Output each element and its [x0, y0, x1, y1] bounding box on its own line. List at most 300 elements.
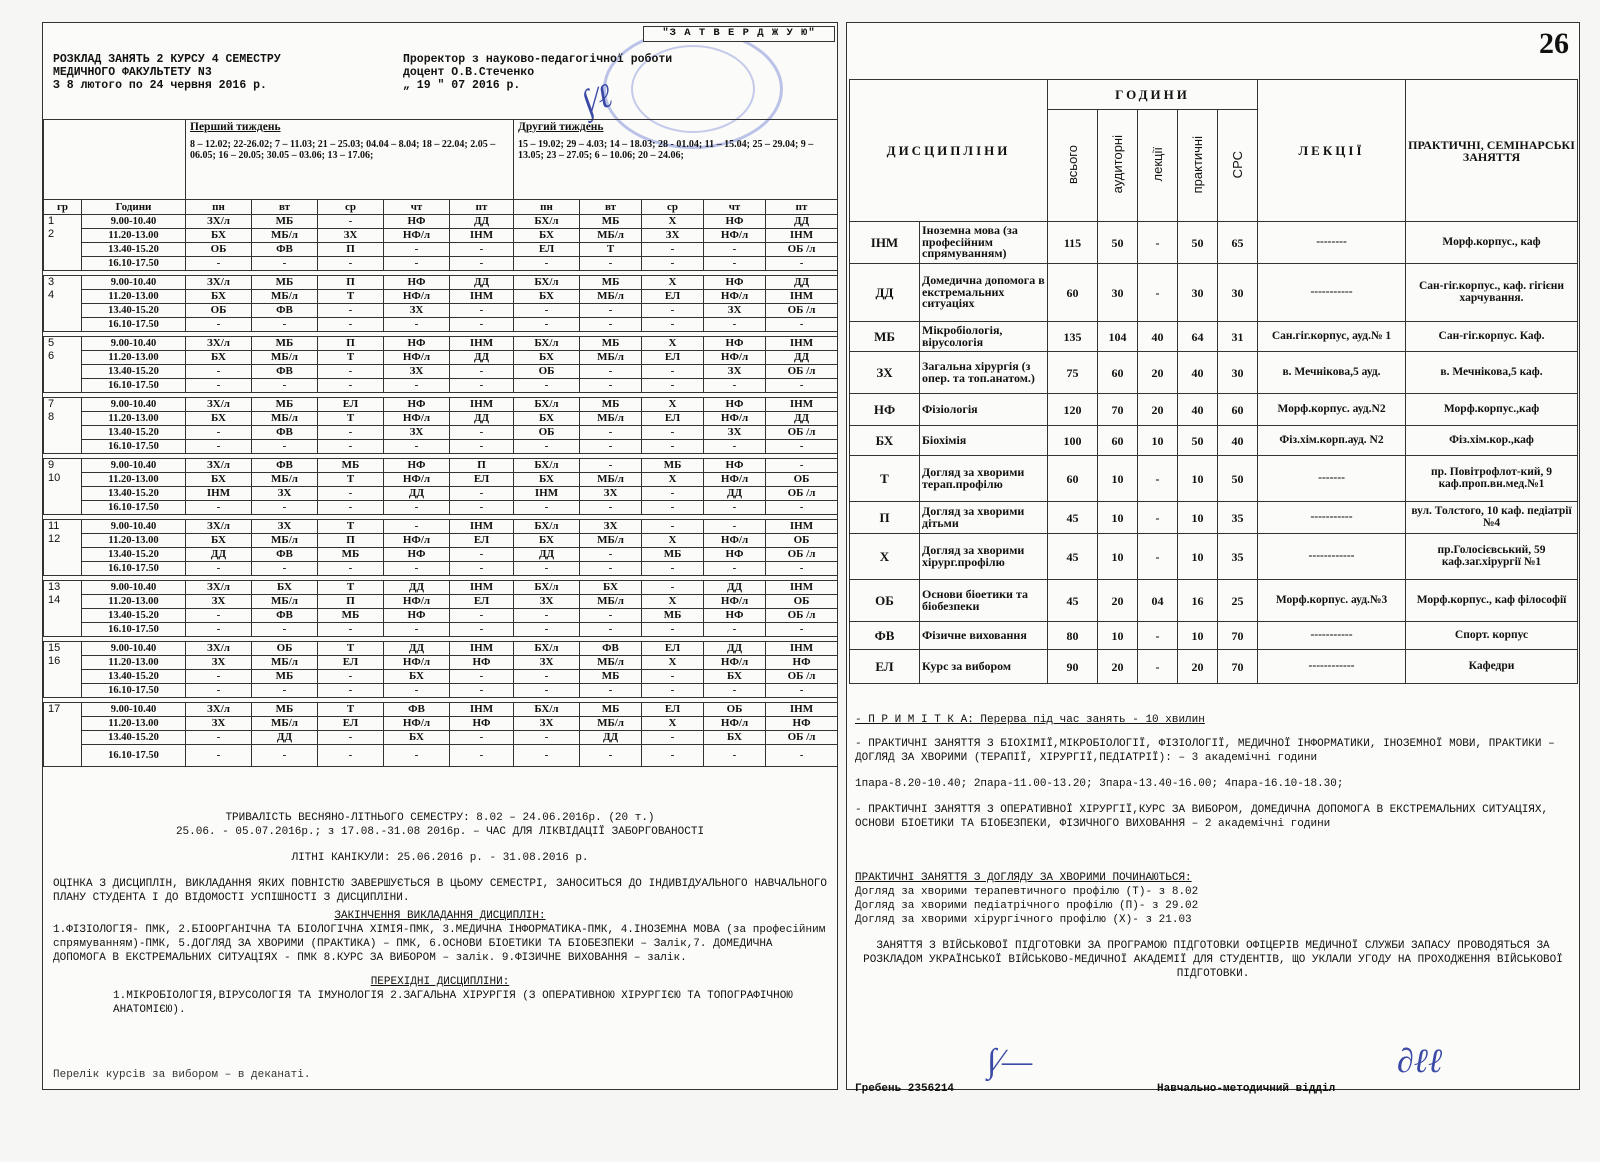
- class-cell: ОБ: [766, 534, 838, 548]
- time-cell: 16.10-17.50: [82, 684, 186, 698]
- schedule-row: [44, 642, 838, 656]
- class-cell: НФ/л: [384, 412, 450, 426]
- class-cell: -: [450, 684, 514, 698]
- care-pediatric: Догляд за хворими педіатрічного профілю (П)- з 29.02: [855, 900, 1199, 912]
- class-cell: ФВ: [252, 304, 318, 318]
- approval-block: [403, 53, 672, 92]
- class-cell: МБ: [580, 703, 642, 717]
- class-cell: -: [704, 623, 766, 637]
- class-cell: -: [766, 562, 838, 576]
- signer-signature: ∫∕—: [987, 1043, 1033, 1080]
- schedule-row: [44, 717, 838, 731]
- group-number: 5: [48, 337, 55, 349]
- lecture-location: -----------: [1258, 502, 1406, 534]
- discipline-code: ЗХ: [850, 352, 920, 394]
- hours-aud: 60: [1098, 352, 1138, 394]
- time-cell: 11.20-13.00: [82, 229, 186, 243]
- hours-lect: 40: [1138, 322, 1178, 352]
- class-cell: НФ/л: [384, 656, 450, 670]
- class-cell: НФ: [704, 276, 766, 290]
- class-cell: -: [384, 684, 450, 698]
- time-cell: 11.20-13.00: [82, 595, 186, 609]
- schedule-row: [44, 412, 838, 426]
- time-cell: 13.40-15.20: [82, 487, 186, 501]
- class-cell: -: [514, 440, 580, 454]
- lecture-location: ------------: [1258, 650, 1406, 684]
- class-cell: -: [580, 548, 642, 562]
- class-cell: -: [318, 440, 384, 454]
- day-header: пт: [450, 200, 514, 215]
- class-cell: -: [252, 257, 318, 271]
- time-cell: 16.10-17.50: [82, 440, 186, 454]
- class-cell: НФ: [704, 337, 766, 351]
- class-cell: МБ: [252, 703, 318, 717]
- class-cell: БХ: [514, 290, 580, 304]
- class-cell: МБ: [642, 459, 704, 473]
- class-cell: НФ: [384, 548, 450, 562]
- practical-location: вул. Толстого, 10 каф. педіатрії №4: [1406, 502, 1578, 534]
- time-cell: 11.20-13.00: [82, 656, 186, 670]
- class-cell: -: [384, 520, 450, 534]
- time-cell: 16.10-17.50: [82, 745, 186, 767]
- class-cell: -: [450, 257, 514, 271]
- class-cell: НФ/л: [704, 412, 766, 426]
- discipline-name: Догляд за хворими хірург.профілю: [920, 534, 1048, 580]
- schedule-row: [44, 215, 838, 229]
- class-cell: МБ/л: [580, 229, 642, 243]
- class-cell: МБ/л: [252, 717, 318, 731]
- lecture-location: --------: [1258, 222, 1406, 264]
- class-cell: -: [384, 440, 450, 454]
- class-cell: -: [450, 501, 514, 515]
- class-cell: ЕЛ: [450, 473, 514, 487]
- class-cell: -: [514, 318, 580, 332]
- class-cell: НФ/л: [384, 290, 450, 304]
- class-cell: ОБ /л: [766, 365, 838, 379]
- class-cell: Х: [642, 717, 704, 731]
- class-cell: -: [514, 670, 580, 684]
- schedule-row: [44, 337, 838, 351]
- class-cell: -: [766, 623, 838, 637]
- class-cell: ЗХ: [514, 595, 580, 609]
- class-cell: БХ: [514, 351, 580, 365]
- class-cell: -: [450, 670, 514, 684]
- time-cell: 9.00-10.40: [82, 215, 186, 229]
- class-cell: МБ/л: [580, 351, 642, 365]
- schedule-row: [44, 276, 838, 290]
- class-cell: МБ/л: [252, 473, 318, 487]
- class-cell: -: [450, 426, 514, 440]
- discipline-name: Догляд за хворими дітьми: [920, 502, 1048, 534]
- class-cell: ЗХ: [318, 229, 384, 243]
- schedule-row: [44, 426, 838, 440]
- class-cell: -: [186, 670, 252, 684]
- hours-pract: 40: [1178, 352, 1218, 394]
- class-cell: ЗХ: [186, 656, 252, 670]
- class-cell: -: [704, 501, 766, 515]
- hours-total: 45: [1048, 580, 1098, 622]
- discipline-row: [850, 502, 1578, 534]
- discipline-code: ФВ: [850, 622, 920, 650]
- class-cell: -: [642, 520, 704, 534]
- time-cell: 13.40-15.20: [82, 731, 186, 745]
- class-cell: Т: [318, 520, 384, 534]
- col-disciplines: ДИСЦИПЛІНИ: [850, 80, 1048, 222]
- class-cell: НФ: [704, 215, 766, 229]
- class-cell: ЗХ/л: [186, 642, 252, 656]
- transit-text: 1.МІКРОБІОЛОГІЯ,ВІРУСОЛОГІЯ ТА ІМУНОЛОГІЯ 2.ЗАГАЛЬНА ХІРУРГІЯ (З ОПЕРАТИВНОЮ ХІРУРГІЄЮ ТА ТОПОГРАФІЧНОЮ АНАТОМІЄЮ).: [113, 990, 793, 1016]
- class-cell: -: [704, 243, 766, 257]
- class-cell: МБ: [252, 337, 318, 351]
- lecture-location: Фіз.хім.корп.ауд. N2: [1258, 426, 1406, 456]
- class-cell: Х: [642, 337, 704, 351]
- hours-pract: 40: [1178, 394, 1218, 426]
- note-two-hours: - ПРАКТИЧНІ ЗАНЯТТЯ З ОПЕРАТИВНОЇ ХІРУРГІЇ,КУРС ЗА ВИБОРОМ, ДОМЕДИЧНА ДОПОМОГА В ЕКСТРЕМАЛЬНИХ СИТУАЦІЯХ, ОСНОВИ БІОЕТИКИ ТА БІОБЕЗПЕКИ, ФІЗИЧНОГО ВИХОВАННЯ – 2 академічні години: [855, 804, 1549, 830]
- hours-lect: 10: [1138, 426, 1178, 456]
- transit-title: ПЕРЕХІДНІ ДИСЦИПЛІНИ:: [370, 976, 510, 988]
- class-cell: -: [580, 501, 642, 515]
- hours-srs: 60: [1218, 394, 1258, 426]
- group-number: 9: [48, 459, 55, 471]
- class-cell: -: [186, 365, 252, 379]
- group-cell: [44, 703, 82, 767]
- class-cell: ЗХ: [252, 487, 318, 501]
- note-three-hours: - ПРАКТИЧНІ ЗАНЯТТЯ З БІОХІМІЇ,МІКРОБІОЛОГІЇ, ФІЗІОЛОГІЇ, МЕДИЧНОЇ ІНФОРМАТИКИ, ІНОЗЕМНОЇ МОВИ, ПРАКТИКИ – ДОГЛЯД ЗА ХВОРИМИ (ТЕРАПІЇ, ХІРУРГІЇ,ПЕДІАТРІЇ): – 3 академічні години: [855, 738, 1555, 764]
- class-cell: ДД: [450, 412, 514, 426]
- day-header: чт: [704, 200, 766, 215]
- class-cell: МБ: [318, 609, 384, 623]
- class-cell: -: [580, 440, 642, 454]
- group-number: 11: [48, 520, 60, 532]
- class-cell: Х: [642, 398, 704, 412]
- class-cell: -: [318, 745, 384, 767]
- class-cell: -: [580, 379, 642, 393]
- hours-total: 80: [1048, 622, 1098, 650]
- class-cell: ДД: [450, 215, 514, 229]
- discipline-name: Догляд за хворими терап.профілю: [920, 456, 1048, 502]
- lecture-location: -----------: [1258, 264, 1406, 322]
- class-cell: -: [514, 304, 580, 318]
- col-total: [1048, 110, 1098, 222]
- class-cell: ІНМ: [450, 290, 514, 304]
- class-cell: -: [186, 623, 252, 637]
- practical-location: Морф.корпус., каф: [1406, 222, 1578, 264]
- group-cell: [44, 581, 82, 637]
- discipline-code: ДД: [850, 264, 920, 322]
- col-hours: Години: [82, 200, 186, 215]
- class-cell: БХ: [186, 351, 252, 365]
- class-cell: -: [252, 562, 318, 576]
- time-cell: 16.10-17.50: [82, 562, 186, 576]
- lecture-location: Морф.корпус. ауд.№3: [1258, 580, 1406, 622]
- class-cell: -: [384, 562, 450, 576]
- class-cell: МБ/л: [580, 595, 642, 609]
- class-cell: МБ/л: [580, 290, 642, 304]
- schedule-body: [44, 215, 838, 767]
- practical-location: пр. Повітрофлот-кий, 9 каф.проп.вн.мед.№1: [1406, 456, 1578, 502]
- schedule-row: [44, 684, 838, 698]
- time-cell: 13.40-15.20: [82, 426, 186, 440]
- class-cell: БХ: [186, 534, 252, 548]
- time-cell: 11.20-13.00: [82, 717, 186, 731]
- class-cell: ДД: [450, 351, 514, 365]
- class-cell: МБ/л: [252, 656, 318, 670]
- class-cell: МБ: [580, 398, 642, 412]
- signer-name: Гребень 2356214: [855, 1083, 955, 1095]
- class-cell: БХ: [252, 581, 318, 595]
- class-cell: БХ: [704, 670, 766, 684]
- time-cell: 9.00-10.40: [82, 520, 186, 534]
- hours-total: 45: [1048, 502, 1098, 534]
- class-cell: НФ: [766, 656, 838, 670]
- class-cell: МБ: [580, 670, 642, 684]
- schedule-row: [44, 670, 838, 684]
- class-cell: -: [766, 257, 838, 271]
- class-cell: ЗХ/л: [186, 459, 252, 473]
- class-cell: БХ: [580, 581, 642, 595]
- approval-line: Проректор з науково-педагогічної роботи: [403, 53, 673, 66]
- hours-pract: 10: [1178, 622, 1218, 650]
- group-number: 15: [48, 642, 61, 654]
- discipline-row: [850, 456, 1578, 502]
- page-number: 26: [1539, 27, 1569, 60]
- discipline-name: Біохімія: [920, 426, 1048, 456]
- hours-lect: -: [1138, 264, 1178, 322]
- class-cell: ІНМ: [450, 520, 514, 534]
- time-cell: 11.20-13.00: [82, 534, 186, 548]
- discipline-name: Курс за вибором: [920, 650, 1048, 684]
- class-cell: ЕЛ: [514, 243, 580, 257]
- hours-aud: 20: [1098, 650, 1138, 684]
- class-cell: БХ: [186, 412, 252, 426]
- class-cell: ЕЛ: [642, 290, 704, 304]
- hours-aud: 30: [1098, 264, 1138, 322]
- hours-srs: 30: [1218, 352, 1258, 394]
- lecture-location: -----------: [1258, 622, 1406, 650]
- schedule-row: [44, 520, 838, 534]
- class-cell: ЗХ: [580, 520, 642, 534]
- class-cell: -: [318, 501, 384, 515]
- class-cell: -: [186, 731, 252, 745]
- time-cell: 11.20-13.00: [82, 412, 186, 426]
- class-cell: МБ: [580, 337, 642, 351]
- class-cell: -: [642, 684, 704, 698]
- class-cell: -: [384, 318, 450, 332]
- group-number: 17: [48, 703, 61, 715]
- hours-lect: 04: [1138, 580, 1178, 622]
- class-cell: ФВ: [252, 365, 318, 379]
- class-cell: НФ/л: [384, 229, 450, 243]
- hours-srs: 70: [1218, 650, 1258, 684]
- class-cell: -: [704, 379, 766, 393]
- care-therapy: Догляд за хворими терапевтичного профілю (Т)- з 8.02: [855, 886, 1199, 898]
- time-cell: 13.40-15.20: [82, 365, 186, 379]
- schedule-row: [44, 595, 838, 609]
- approval-label: "З А Т В Е Р Д Ж У Ю": [643, 26, 835, 42]
- class-cell: -: [318, 562, 384, 576]
- week1-header: [186, 120, 514, 200]
- class-cell: -: [186, 562, 252, 576]
- class-cell: ДД: [766, 351, 838, 365]
- group-number: 13: [48, 581, 61, 593]
- class-cell: НФ/л: [704, 656, 766, 670]
- class-cell: -: [766, 684, 838, 698]
- time-cell: 9.00-10.40: [82, 703, 186, 717]
- class-cell: Т: [580, 243, 642, 257]
- class-cell: ДД: [704, 487, 766, 501]
- hours-lect: 20: [1138, 394, 1178, 426]
- col-practical: ПРАКТИЧНІ, СЕМІНАРСЬКІ ЗАНЯТТЯ: [1406, 80, 1578, 222]
- col-hours-group: ГОДИНИ: [1048, 80, 1258, 110]
- class-cell: ЕЛ: [450, 534, 514, 548]
- class-cell: -: [580, 426, 642, 440]
- schedule-row: [44, 581, 838, 595]
- hours-total: 60: [1048, 456, 1098, 502]
- group-number: 12: [48, 533, 61, 545]
- class-cell: ЗХ: [186, 717, 252, 731]
- class-cell: -: [450, 745, 514, 767]
- class-cell: -: [766, 440, 838, 454]
- time-cell: 13.40-15.20: [82, 670, 186, 684]
- class-cell: -: [642, 745, 704, 767]
- class-cell: -: [450, 304, 514, 318]
- class-cell: -: [186, 440, 252, 454]
- class-cell: ЗХ/л: [186, 520, 252, 534]
- class-cell: НФ/л: [384, 473, 450, 487]
- class-cell: -: [642, 487, 704, 501]
- class-cell: ФВ: [252, 459, 318, 473]
- hours-pract: 20: [1178, 650, 1218, 684]
- col-srs: [1218, 110, 1258, 222]
- class-cell: -: [642, 379, 704, 393]
- hours-aud: 10: [1098, 622, 1138, 650]
- hours-pract: 50: [1178, 426, 1218, 456]
- schedule-row: [44, 351, 838, 365]
- class-cell: Х: [642, 534, 704, 548]
- class-cell: ІНМ: [766, 398, 838, 412]
- class-cell: МБ/л: [252, 595, 318, 609]
- class-cell: НФ: [450, 656, 514, 670]
- class-cell: МБ: [642, 548, 704, 562]
- schedule-row: [44, 548, 838, 562]
- time-cell: 16.10-17.50: [82, 501, 186, 515]
- note-title: - П Р И М І Т К А: Перерва під час занять - 10 хвилин: [855, 714, 1205, 726]
- class-cell: БХ/л: [514, 520, 580, 534]
- discipline-row: [850, 322, 1578, 352]
- discipline-row: [850, 394, 1578, 426]
- discipline-name: Домедична допомога в екстремальних ситуаціях: [920, 264, 1048, 322]
- class-cell: Х: [642, 276, 704, 290]
- class-cell: МБ: [580, 276, 642, 290]
- class-cell: -: [186, 501, 252, 515]
- class-cell: НФ/л: [384, 351, 450, 365]
- class-cell: -: [580, 318, 642, 332]
- time-cell: 9.00-10.40: [82, 337, 186, 351]
- class-cell: Х: [642, 473, 704, 487]
- day-header: вт: [252, 200, 318, 215]
- class-cell: Х: [642, 215, 704, 229]
- schedule-row: [44, 501, 838, 515]
- class-cell: ДД: [704, 642, 766, 656]
- class-cell: -: [186, 426, 252, 440]
- hours-aud: 70: [1098, 394, 1138, 426]
- class-cell: -: [514, 562, 580, 576]
- discipline-row: [850, 426, 1578, 456]
- class-cell: -: [704, 562, 766, 576]
- practical-location: Сан-гіг.корпус. Каф.: [1406, 322, 1578, 352]
- class-cell: НФ/л: [704, 290, 766, 304]
- class-cell: -: [642, 731, 704, 745]
- hours-total: 120: [1048, 394, 1098, 426]
- class-cell: -: [642, 365, 704, 379]
- class-cell: ІНМ: [766, 703, 838, 717]
- discipline-name: Іноземна мова (за професійним спрямуванням): [920, 222, 1048, 264]
- schedule-row: [44, 487, 838, 501]
- hours-total: 60: [1048, 264, 1098, 322]
- discipline-code: П: [850, 502, 920, 534]
- courses-note: Перелік курсів за вибором – в деканаті.: [53, 1069, 311, 1081]
- class-cell: НФ: [704, 398, 766, 412]
- discipline-name: Мікробіологія, вірусологія: [920, 322, 1048, 352]
- group-cell: [44, 398, 82, 454]
- schedule-row: [44, 745, 838, 767]
- class-cell: ІНМ: [514, 487, 580, 501]
- hours-srs: 25: [1218, 580, 1258, 622]
- class-cell: БХ: [384, 731, 450, 745]
- class-cell: -: [580, 623, 642, 637]
- class-cell: -: [704, 257, 766, 271]
- class-cell: -: [580, 304, 642, 318]
- class-cell: БХ: [514, 412, 580, 426]
- class-cell: БХ/л: [514, 703, 580, 717]
- group-number: 16: [48, 655, 61, 667]
- approval-signature: ∫∕ℓ: [577, 77, 618, 122]
- department-signature: ∂ℓℓ: [1397, 1043, 1443, 1080]
- notes-block: [855, 713, 1571, 981]
- class-cell: ЗХ/л: [186, 703, 252, 717]
- time-cell: 11.20-13.00: [82, 473, 186, 487]
- schedule-row: [44, 731, 838, 745]
- group-number: 4: [48, 289, 55, 301]
- day-header: пн: [514, 200, 580, 215]
- group-number: 3: [48, 276, 55, 288]
- class-cell: БХ/л: [514, 398, 580, 412]
- hours-total: 45: [1048, 534, 1098, 580]
- schedule-panel: [42, 22, 838, 1090]
- class-cell: -: [514, 623, 580, 637]
- hours-aud: 10: [1098, 456, 1138, 502]
- class-cell: -: [450, 243, 514, 257]
- class-cell: -: [186, 318, 252, 332]
- class-cell: МБ/л: [580, 717, 642, 731]
- hours-srs: 65: [1218, 222, 1258, 264]
- hours-aud: 50: [1098, 222, 1138, 264]
- class-cell: ОБ: [514, 365, 580, 379]
- class-cell: НФ/л: [384, 534, 450, 548]
- class-cell: ОБ: [704, 703, 766, 717]
- class-cell: -: [704, 520, 766, 534]
- class-cell: ЗХ/л: [186, 215, 252, 229]
- class-cell: МБ/л: [580, 656, 642, 670]
- semester-notes: [53, 811, 827, 1017]
- class-cell: ІНМ: [766, 290, 838, 304]
- class-cell: Х: [642, 595, 704, 609]
- class-cell: -: [252, 379, 318, 393]
- class-cell: МБ: [252, 670, 318, 684]
- class-cell: Т: [318, 290, 384, 304]
- hours-total: 135: [1048, 322, 1098, 352]
- class-cell: БХ: [186, 473, 252, 487]
